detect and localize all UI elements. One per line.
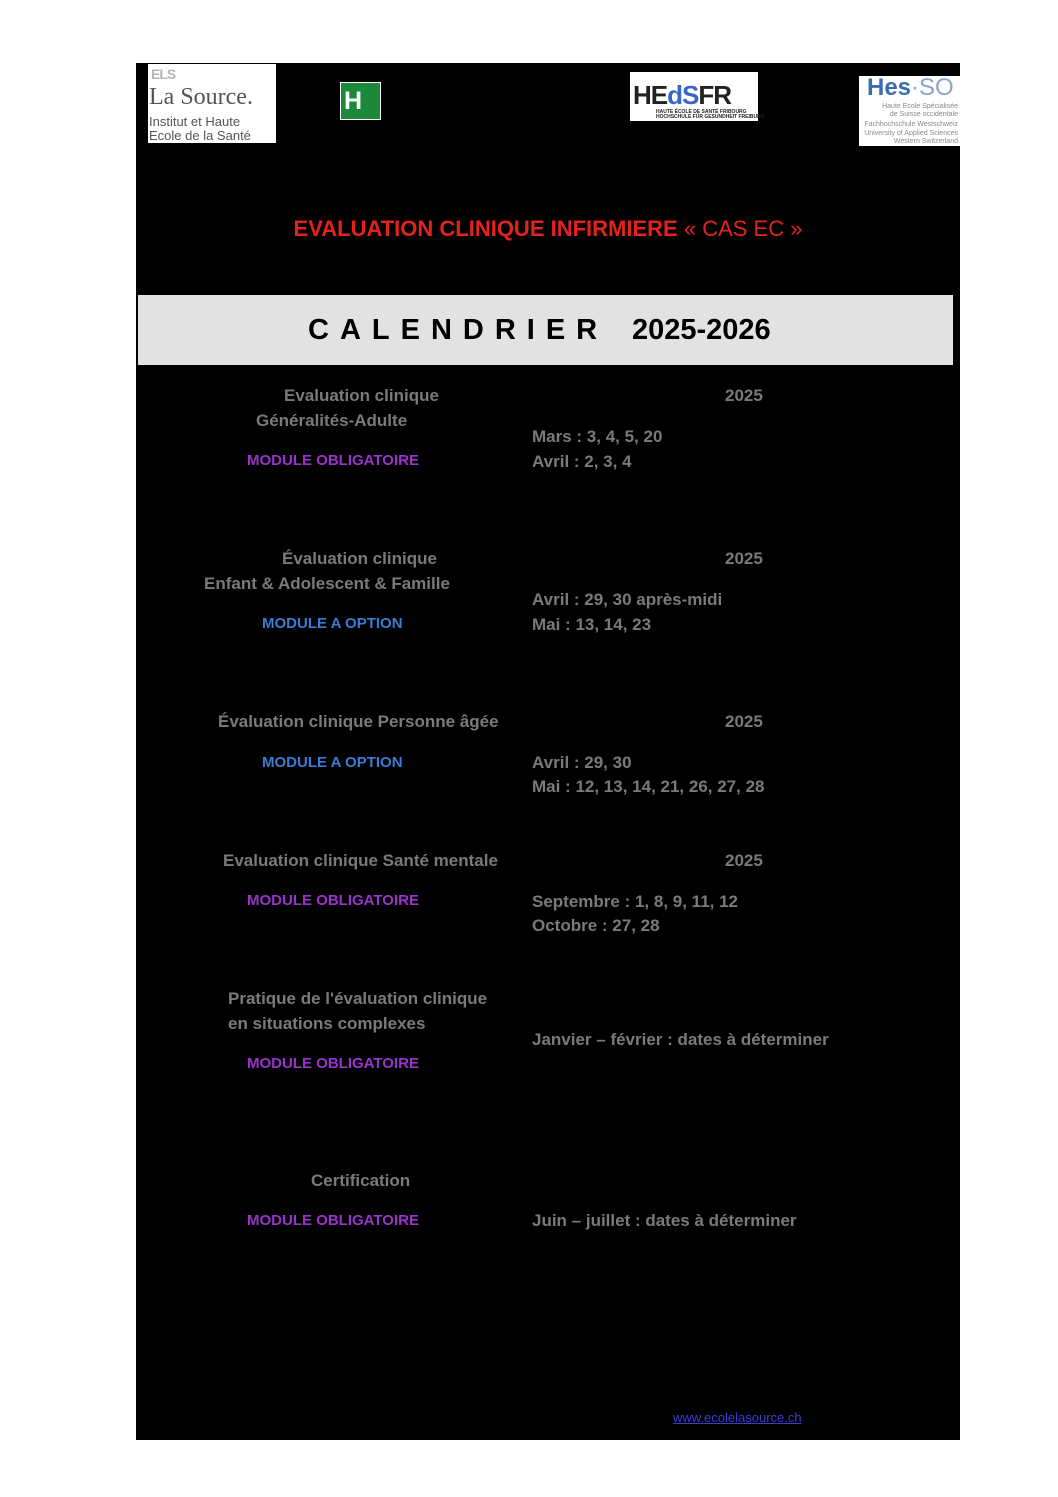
els-mark: ELS <box>151 66 176 82</box>
module-2-label-line-2: Enfant & Adolescent & Famille <box>204 574 450 593</box>
module-1-label-line-1: Evaluation clinique <box>284 386 439 405</box>
hes-so-line-5: Western Switzerland <box>893 138 958 145</box>
hes-so-title-b: ·SO <box>911 74 954 101</box>
heds-fr-title-b: dS <box>667 80 699 110</box>
calendar-banner-years: 2025-2026 <box>632 314 771 346</box>
module-5-label-line-1: Pratique de l'évaluation clinique <box>228 989 488 1008</box>
module-3-date-1: Avril : 29, 30 <box>532 753 632 772</box>
heds-fr-title <box>633 80 731 111</box>
module-1-year: 2025 <box>725 386 763 405</box>
module-2-label-line-1: Évaluation clinique <box>282 549 437 568</box>
hes-so-line-4: University of Applied Sciences <box>864 130 958 137</box>
module-4-status: MODULE OBLIGATOIRE <box>247 892 419 909</box>
module-6-label-line-1: Certification <box>311 1171 411 1190</box>
document-title <box>136 216 960 242</box>
module-5-label-line-2: en situations complexes <box>228 1014 426 1033</box>
la-source-logo <box>148 64 276 143</box>
la-source-name: La Source. <box>149 84 253 110</box>
heds-logo-mark: H <box>344 87 362 115</box>
module-1-date-1: Mars : 3, 4, 5, 20 <box>532 427 663 446</box>
website-link[interactable]: www.ecolelasource.ch <box>673 1410 802 1425</box>
hes-so-line-1: Haute Ecole Spécialisée <box>882 103 958 110</box>
la-source-line-2: Ecole de la Santé <box>149 128 251 143</box>
module-4-year: 2025 <box>725 851 763 870</box>
hes-so-logo <box>859 76 960 146</box>
heds-fr-logo <box>630 72 765 121</box>
page-background <box>136 63 960 1440</box>
module-3-status: MODULE A OPTION <box>262 754 403 771</box>
document-title-suffix: « CAS EC » <box>683 216 803 241</box>
heds-fr-title-a: HE <box>633 80 668 110</box>
hes-so-line-3: Fachhochschule Westschweiz <box>864 121 958 128</box>
module-2-year: 2025 <box>725 549 763 568</box>
module-3-date-2: Mai : 12, 13, 14, 21, 26, 27, 28 <box>532 777 765 796</box>
heds-fr-line-1: HAUTE ÉCOLE DE SANTÉ FRIBOURG <box>656 109 747 115</box>
heds-logo <box>340 82 381 120</box>
module-6-date-1: Juin – juillet : dates à déterminer <box>532 1211 797 1230</box>
document-title-main: EVALUATION CLINIQUE INFIRMIERE <box>293 216 678 241</box>
module-1-date-2: Avril : 2, 3, 4 <box>532 452 632 471</box>
hes-so-line-2: de Suisse occidentale <box>889 111 958 118</box>
module-3-label-line-1: Évaluation clinique Personne âgée <box>218 712 499 731</box>
module-4-date-1: Septembre : 1, 8, 9, 11, 12 <box>532 892 739 911</box>
module-2-status: MODULE A OPTION <box>262 615 403 632</box>
module-6-status: MODULE OBLIGATOIRE <box>247 1212 419 1229</box>
module-3-year: 2025 <box>725 712 763 731</box>
la-source-line-1: Institut et Haute <box>149 114 241 129</box>
module-2-date-1: Avril : 29, 30 après-midi <box>532 590 723 609</box>
calendar-banner-word: CALENDRIER <box>308 314 609 346</box>
calendar-banner <box>138 295 953 365</box>
heds-fr-line-2: HOCHSCHULE FÜR GESUNDHEIT FREIBURG <box>656 114 765 120</box>
hes-so-title <box>867 74 954 102</box>
module-1-label-line-2: Généralités-Adulte <box>256 411 408 430</box>
module-5-date-1: Janvier – février : dates à déterminer <box>532 1030 829 1049</box>
heds-fr-title-c: FR <box>698 80 732 110</box>
module-1-status: MODULE OBLIGATOIRE <box>247 452 419 469</box>
hes-so-title-a: Hes <box>867 74 912 101</box>
module-2-date-2: Mai : 13, 14, 23 <box>532 615 652 634</box>
module-4-label-line-1: Evaluation clinique Santé mentale <box>223 851 498 870</box>
module-4-date-2: Octobre : 27, 28 <box>532 916 660 935</box>
module-5-status: MODULE OBLIGATOIRE <box>247 1055 419 1072</box>
